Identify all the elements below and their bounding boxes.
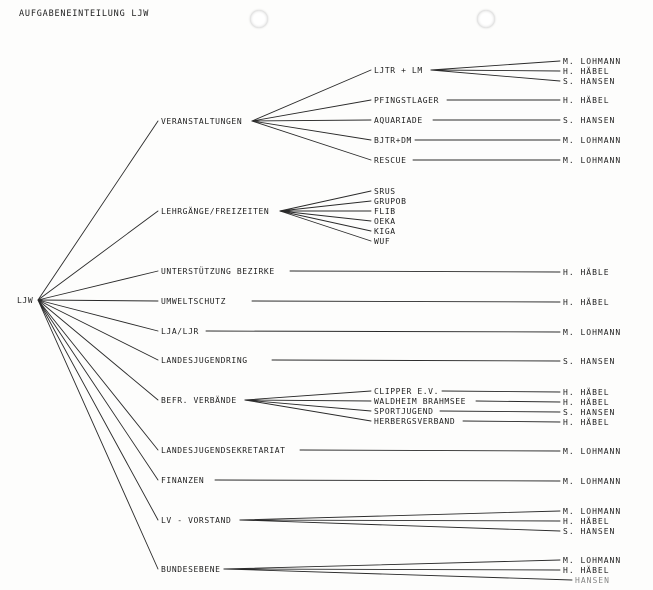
- connector-line: [215, 480, 560, 481]
- connector-line: [431, 70, 560, 71]
- person-bundesebene-3: HANSEN: [575, 576, 610, 585]
- sub-clipper: CLIPPER E.V.: [374, 387, 439, 396]
- connector-line: [252, 70, 371, 121]
- connector-line: [280, 211, 371, 221]
- sub-pfingstlager: PFINGSTLAGER: [374, 96, 439, 105]
- person-unterstuetzung: H. HÄBLE: [563, 268, 610, 277]
- connector-line: [290, 271, 560, 272]
- person-lv-vorstand-2: H. HÄBEL: [563, 517, 610, 526]
- connector-line: [38, 121, 158, 300]
- sub-waldheim-brahmsee: WALDHEIM BRAHMSEE: [374, 397, 467, 406]
- person-waldheim: H. HÄBEL: [563, 398, 610, 407]
- person-bjtr-dm: M. LOHMANN: [563, 136, 622, 145]
- branch-lehrgaenge-freizeiten: LEHRGÄNGE/FREIZEITEN: [161, 207, 270, 216]
- sub-sportjugend: SPORTJUGEND: [374, 407, 434, 416]
- connector-line: [240, 511, 560, 520]
- sub-herbergsverband: HERBERGSVERBAND: [374, 417, 456, 426]
- connector-line: [245, 400, 371, 401]
- connector-line: [240, 520, 560, 521]
- connector-line: [280, 211, 371, 241]
- connector-line: [476, 401, 560, 402]
- root-node: LJW: [17, 296, 34, 305]
- branch-umweltschutz: UMWELTSCHUTZ: [161, 297, 226, 306]
- sub-oeka: OEKA: [374, 217, 396, 226]
- branch-unterstuetzung-bezirke: UNTERSTÜTZUNG BEZIRKE: [161, 267, 275, 276]
- connector-line: [224, 569, 560, 570]
- connector-line: [280, 211, 371, 231]
- branch-finanzen: FINANZEN: [161, 476, 205, 485]
- connector-line: [252, 120, 371, 121]
- person-aquariade: S. HANSEN: [563, 116, 616, 125]
- connector-line: [280, 191, 371, 211]
- person-umweltschutz: H. HÄBEL: [563, 298, 610, 307]
- person-finanzen: M. LOHMANN: [563, 477, 622, 486]
- person-bundesebene-1: M. LOHMANN: [563, 556, 622, 565]
- sub-kiga: KIGA: [374, 227, 396, 236]
- branch-landesjugendsekretariat: LANDESJUGENDSEKRETARIAT: [161, 446, 286, 455]
- branch-veranstaltungen: VERANSTALTUNGEN: [161, 117, 243, 126]
- connector-line: [38, 271, 158, 300]
- branch-befr-verbaende: BEFR. VERBÄNDE: [161, 396, 237, 405]
- connector-line: [206, 331, 560, 332]
- person-ljtr-3: S. HANSEN: [563, 77, 616, 86]
- document-title: AUFGABENEINTEILUNG LJW: [19, 9, 150, 19]
- connector-line: [38, 300, 158, 400]
- person-pfingstlager: H. HÄBEL: [563, 96, 610, 105]
- connector-line: [38, 300, 158, 480]
- person-rescue: M. LOHMANN: [563, 156, 622, 165]
- sub-flib: FLIB: [374, 207, 396, 216]
- sub-grupob: GRUPOB: [374, 197, 407, 206]
- person-sportjugend: S. HANSEN: [563, 408, 616, 417]
- connector-line: [252, 301, 560, 302]
- connector-line: [431, 70, 560, 81]
- person-lv-vorstand-1: M. LOHMANN: [563, 507, 622, 516]
- person-landesjugendsekretariat: M. LOHMANN: [563, 447, 622, 456]
- sub-ljtr-lm: LJTR + LM: [374, 66, 423, 75]
- sub-aquariade: AQUARIADE: [374, 116, 423, 125]
- person-bundesebene-2: H. HÄBEL: [563, 566, 610, 575]
- connector-line: [252, 121, 371, 160]
- person-herbergsverband: H. HÄBEL: [563, 418, 610, 427]
- person-lv-vorstand-3: S. HANSEN: [563, 527, 616, 536]
- connector-line: [252, 121, 371, 140]
- connector-line: [38, 300, 158, 301]
- person-landesjugendring: S. HANSEN: [563, 357, 616, 366]
- connector-line: [431, 61, 560, 70]
- sub-rescue: RESCUE: [374, 156, 407, 165]
- connector-line: [245, 400, 371, 421]
- person-lja-ljr: M. LOHMANN: [563, 328, 622, 337]
- connector-line: [440, 411, 560, 412]
- connector-line: [38, 211, 158, 300]
- sub-srus: SRUS: [374, 187, 396, 196]
- sub-bjtr-dm: BJTR+DM: [374, 136, 412, 145]
- person-clipper: H. HÄBEL: [563, 388, 610, 397]
- connector-line: [224, 560, 560, 569]
- branch-lja-ljr: LJA/LJR: [161, 327, 199, 336]
- person-ljtr-2: H. HÄBEL: [563, 67, 610, 76]
- connector-line: [245, 391, 371, 400]
- person-ljtr-1: M. LOHMANN: [563, 57, 622, 66]
- connector-line: [272, 360, 560, 361]
- branch-lv-vorstand: LV - VORSTAND: [161, 516, 232, 525]
- connector-line: [38, 300, 158, 520]
- connector-line: [240, 520, 560, 531]
- connector-line: [252, 100, 371, 121]
- connector-line: [245, 400, 371, 411]
- connector-line: [224, 569, 572, 580]
- sub-wuf: WUF: [374, 237, 391, 246]
- connector-line: [38, 300, 158, 569]
- connector-line: [442, 391, 560, 392]
- connector-line: [280, 201, 371, 211]
- connector-line: [300, 450, 560, 451]
- branch-bundesebene: BUNDESEBENE: [161, 565, 221, 574]
- branch-landesjugendring: LANDESJUGENDRING: [161, 356, 248, 365]
- connector-line: [463, 421, 560, 422]
- connector-line: [38, 300, 158, 450]
- connector-line: [38, 300, 158, 360]
